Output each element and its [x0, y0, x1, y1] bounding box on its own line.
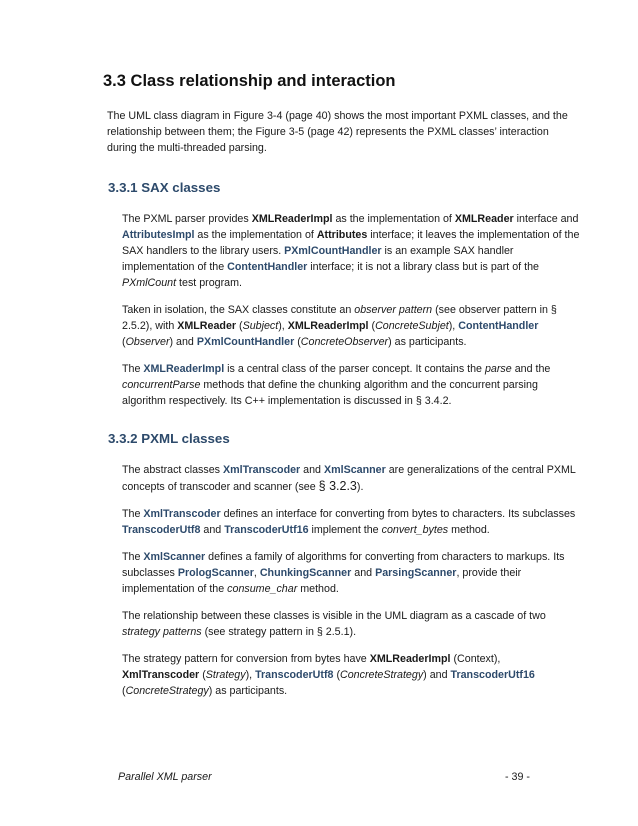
footer-page-number: - 39 -	[505, 771, 530, 783]
pxml-section-body	[122, 462, 580, 710]
pxml-paragraph-3: The XmlScanner defines a family of algorithms for converting from characters to markups. Its subclasses PrologScanner, ChunkingScanner and ParsingScanner, provide their implementation of the consume_char method.	[122, 551, 565, 595]
sax-paragraph-2: Taken in isolation, the SAX classes constitute an observer pattern (see observer pattern in § 2.5.2), with XMLReader (Subject), XMLReaderImpl (ConcreteSubjet), ContentHandler (Observer) and PXmlCountHandler (ConcreteObserver) as participants.	[122, 304, 557, 348]
subsection-heading-sax: 3.3.1 SAX classes	[108, 180, 221, 195]
footer-document-title: Parallel XML parser	[118, 771, 212, 783]
sax-paragraph-1: The PXML parser provides XMLReaderImpl as the implementation of XMLReader interface and AttributesImpl as the implementation of Attributes interface; it leaves the implementation of the SAX handlers to the library users. PXmlCountHandler is an example SAX handler implementation of the ContentHandler interface; it is not a library class but is part of the PXmlCount test program.	[122, 213, 580, 289]
section-title: Class relationship and interaction	[130, 72, 396, 90]
section-heading	[103, 72, 396, 91]
section-number: 3.3	[103, 72, 126, 90]
pxml-paragraph-2: The XmlTranscoder defines an interface for converting from bytes to characters. Its subclasses TranscoderUtf8 and TranscoderUtf16 implement the convert_bytes method.	[122, 508, 576, 536]
sax-section-body	[122, 211, 580, 420]
pxml-paragraph-4: The relationship between these classes is visible in the UML diagram as a cascade of two strategy patterns (see strategy pattern in § 2.5.1).	[122, 610, 546, 638]
sax-paragraph-3: The XMLReaderImpl is a central class of the parser concept. It contains the parse and the concurrentParse methods that define the chunking algorithm and the concurrent parsing algorithm respectively. Its C++ implementation is discussed in § 3.4.2.	[122, 363, 551, 407]
pxml-paragraph-1: The abstract classes XmlTranscoder and XmlScanner are generalizations of the central PXML concepts of transcoder and scanner (see § 3.2.3).	[122, 464, 576, 493]
pxml-paragraph-5: The strategy pattern for conversion from bytes have XMLReaderImpl (Context), XmlTranscoder (Strategy), TranscoderUtf8 (ConcreteStrategy) and TranscoderUtf16 (ConcreteStrategy) as participants.	[122, 653, 535, 697]
intro-paragraph: The UML class diagram in Figure 3-4 (page 40) shows the most important PXML classes, and the relationship between them; the Figure 3-5 (page 42) represents the PXML classes’ interaction during the multi-threaded parsing.	[107, 110, 568, 154]
subsection-heading-pxml: 3.3.2 PXML classes	[108, 431, 230, 446]
